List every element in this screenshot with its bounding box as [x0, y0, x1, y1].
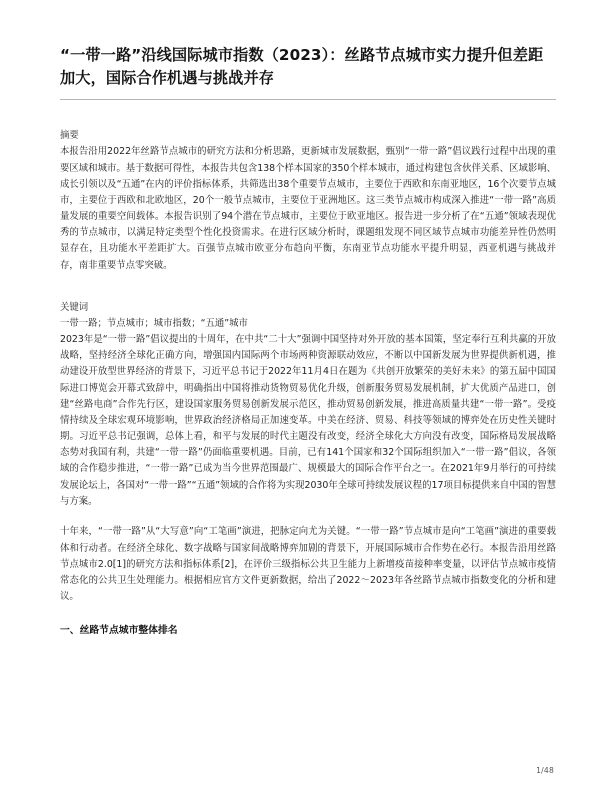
keywords-section	[60, 300, 556, 332]
page-footer	[0, 758, 612, 777]
abstract-text: 本报告沿用2022年丝路节点城市的研究方法和分析思路，更新城市发展数据，甄别“一带一路”倡议践行过程中出现的重要区域和城市。基于数据可得性，本报告共包含138个样本国家的350个样本城市，通过构建包含伙伴关系、区域影响、成长引领以及“五通”在内的评价指标体系，共筛选出38个重要节点城市，主要位于西欧和东南亚地区，16个次要节点城市，主要位于西欧和北欧地区，20个一般节点城市，主要位于亚洲地区。这三类节点城市构成深入推进“一带一路”高质量发展的重要空间载体。本报告识别了94个潜在节点城市，主要位于欧亚地区。报告进一步分析了在“五通”领域表现优秀的节点城市，以满足特定类型个性化投资需求。在进行区域分析时，课题组发现不同区域节点城市功能差异性仍然明显存在，且功能水平差距扩大。百强节点城市欧亚分布趋向平衡，东南亚节点功能水平提升明显，西亚机遇与挑战并存，南非重要节点零突破。	[60, 146, 556, 271]
body-paragraph-1: 2023年是“一带一路”倡议提出的十周年，在中共“二十大”强调中国坚持对外开放的基本国策，坚定奉行互利共赢的开放战略，坚持经济全球化正确方向，增强国内国际两个市场两种资源联动效应，不断以中国新发展为世界提供新机遇，推动建设开放型世界经济的背景下，习近平总书记于2022年11月4日在题为《共创开放繁荣的美好未来》的第五届中国国际进口博览会开幕式致辞中，明确指出中国将推动货物贸易优化升级，创新服务贸易发展机制，扩大优质产品进口，创建“丝路电商”合作先行区，建设国家服务贸易创新发展示范区，推动贸易创新发展，推进高质量共建“一带一路”。受疫情持续及全球宏观环境影响，世界政治经济格局正加速变革。中美在经济、贸易、科技等领域的博弈处在历史性关键时期。习近平总书记强调，总体上看，和平与发展的时代主题没有改变，经济全球化大方向没有改变，国际格局发展战略态势对我国有利，共建“一带一路”仍面临重要机遇。目前，已有141个国家和32个国际组织加入“一带一路”倡议，各领域的合作稳步推进，“一带一路”已成为当今世界范围最广、规模最大的国际合作平台之一。在2021年9月举行的可持续发展论坛上，各国对“一带一路”“五通”领域的合作将为实现2030年全球可持续发展议程的17项目标提供来自中国的智慧与方案。	[60, 334, 556, 507]
body-paragraph-2: 十年来，“一带一路”从“大写意”向“工笔画”演进，把脉定向尤为关键。“一带一路”节点城市是向“工笔画”演进的重要载体和行动者。在经济全球化、数字战略与国家间战略博弈加剧的背景下，开展国际城市合作势在必行。本报告沿用丝路节点城市2.0[1]的研究方法和指标体系[2]，在评价三级指标公共卫生能力上新增疫苗接种率变量，以评估节点城市疫情常态化的公共卫生处理能力。根据相应官方文件更新数据，给出了2022～2023年各丝路节点城市指数变化的分析和建议。	[60, 526, 556, 603]
section-heading-1: 一、丝路节点城市整体排名	[60, 625, 178, 637]
page-number: 1/48	[536, 766, 554, 775]
title-divider	[60, 99, 556, 100]
page-content	[60, 44, 556, 640]
abstract-section	[60, 128, 556, 274]
keywords-text: 一带一路；节点城市；城市指数；“五通”城市	[60, 317, 248, 329]
page-title: “一带一路”沿线国际城市指数（2023）：丝路节点城市实力提升但差距加大，国际合作机遇与挑战并存	[60, 46, 544, 88]
keywords-label: 关键词	[60, 301, 89, 313]
abstract-label: 摘要	[60, 130, 79, 142]
